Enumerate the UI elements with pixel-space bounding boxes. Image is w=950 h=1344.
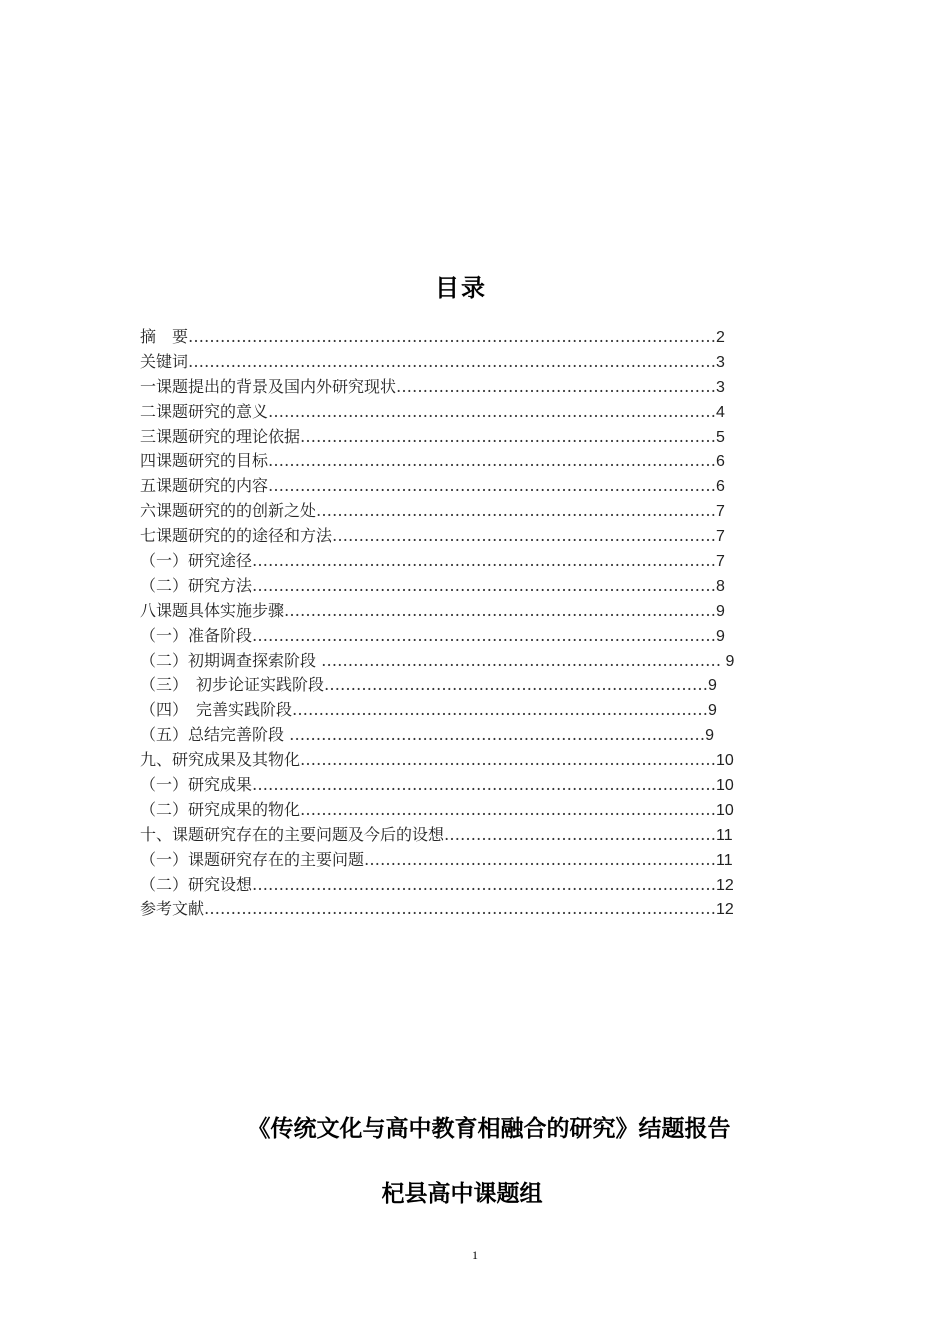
toc-entry-leader: …………………………………………………………………………… (252, 874, 717, 894)
toc-entry-label: （一）研究途径 (140, 551, 253, 571)
toc-entry-leader: ……………………………………………………………………………………… (188, 351, 717, 371)
toc-entry-label: 八课题具体实施步骤 (140, 600, 285, 620)
toc-entry-page: 5 (716, 428, 725, 446)
toc-entry-leader: ………………………………………………………………………… (268, 451, 717, 471)
toc-entry-page: 9 (716, 627, 725, 645)
toc-entry-page: 3 (716, 353, 725, 371)
toc-entry[interactable] (140, 474, 760, 499)
toc-entry-page: 12 (716, 901, 734, 919)
toc-entry-page: 4 (716, 403, 725, 421)
toc-entry[interactable] (140, 574, 760, 599)
toc-entry[interactable] (140, 375, 760, 400)
toc-title: 目录 (435, 274, 487, 302)
toc-entry[interactable] (140, 873, 760, 898)
toc-entry-page: 3 (716, 378, 725, 396)
toc-entry-label: （一）课题研究存在的主要问题 (140, 849, 365, 869)
toc-entry[interactable] (140, 425, 760, 450)
toc-entry-label: 一课题提出的背景及国内外研究现状 (140, 376, 397, 396)
toc-entry[interactable] (140, 624, 760, 649)
toc-entry-leader: …………………………………………………………………… (289, 725, 706, 745)
toc-entry[interactable] (140, 350, 760, 375)
toc-entry-leader: …………………………………………………………………………………… (204, 899, 717, 919)
toc-entry-label: 摘 要 (140, 327, 189, 346)
toc-entry-page: 8 (716, 577, 725, 595)
toc-entry-leader: ………………………………………………………………………… (268, 401, 717, 421)
toc-entry[interactable] (140, 848, 760, 873)
toc-entry-page: 7 (716, 503, 725, 521)
toc-entry-page: 9 (721, 652, 735, 670)
toc-entry-page: 6 (716, 478, 725, 496)
toc-entry-leader: …………………………………………………………………………… (252, 775, 717, 795)
toc-entry[interactable] (140, 499, 760, 524)
toc-entry[interactable] (140, 748, 760, 773)
toc-entry-leader: ………………………………………………………………… (321, 650, 722, 670)
toc-entry-label: 六课题研究的的创新之处 (140, 501, 317, 521)
toc-entry-leader: ……………………………………………………………………… (284, 600, 717, 620)
toc-entry-page: 12 (716, 876, 734, 894)
toc-entry-leader: ………………………………………………………… (364, 849, 717, 869)
toc-entry[interactable] (140, 823, 760, 848)
toc-entry[interactable] (140, 897, 760, 922)
toc-entry[interactable] (140, 773, 760, 798)
toc-entry-label: （二）研究设想 (140, 874, 253, 894)
toc-entry-leader: ……………………………………………………………… (332, 526, 717, 546)
toc-entry-leader: …………………………………………………………………… (300, 799, 717, 819)
toc-entry-leader: …………………………………………………………………… (300, 750, 717, 770)
toc-entry-leader: …………………………………………………… (396, 376, 717, 396)
toc-entry-label: （二）初期调查探索阶段 (140, 650, 322, 670)
toc-entry[interactable] (140, 524, 760, 549)
toc-entry-page: 10 (716, 801, 734, 819)
toc-entry-page: 9 (705, 727, 714, 745)
toc-entry-page: 9 (716, 602, 725, 620)
table-of-contents (140, 325, 760, 922)
toc-entry-page: 9 (708, 677, 717, 695)
toc-entry-label: 九、研究成果及其物化 (140, 750, 301, 770)
toc-entry-page: 6 (716, 453, 725, 471)
toc-entry-leader: …………………………………………………………………………… (252, 575, 717, 595)
toc-entry[interactable] (140, 673, 760, 698)
toc-entry-label: （一）准备阶段 (140, 625, 253, 645)
toc-entry-label: （二）研究方法 (140, 575, 253, 595)
toc-entry[interactable] (140, 325, 760, 350)
toc-entry[interactable] (140, 649, 760, 674)
toc-entry-page: 10 (716, 752, 734, 770)
toc-entry-page: 7 (716, 528, 725, 546)
toc-entry[interactable] (140, 599, 760, 624)
toc-entry-label: 参考文献 (140, 899, 205, 919)
toc-entry-leader: …………………………………………………………………………… (252, 551, 717, 571)
toc-entry[interactable] (140, 723, 760, 748)
toc-entry-leader: …………………………………………… (444, 824, 717, 844)
toc-entry-page: 11 (716, 851, 733, 869)
toc-entry-leader: …………………………………………………………………………… (252, 625, 717, 645)
toc-entry-label: （四） 完善实践阶段 (140, 700, 293, 720)
toc-entry-label: （二）研究成果的物化 (140, 799, 301, 819)
toc-entry[interactable] (140, 449, 760, 474)
toc-entry-leader: …………………………………………………………………… (292, 700, 709, 720)
toc-entry[interactable] (140, 400, 760, 425)
toc-entry-page: 10 (716, 777, 734, 795)
toc-entry-page: 11 (716, 826, 733, 844)
toc-entry[interactable] (140, 549, 760, 574)
toc-entry-page: 7 (716, 553, 725, 571)
toc-entry[interactable] (140, 698, 760, 723)
toc-entry-leader: ……………………………………………………………………………………… (188, 327, 717, 346)
toc-entry-label: （一）研究成果 (140, 775, 253, 795)
toc-entry-label: （三） 初步论证实践阶段 (140, 675, 325, 695)
toc-entry-label: 四课题研究的目标 (140, 451, 269, 471)
page-number: 1 (472, 1248, 478, 1262)
report-title: 《传统文化与高中教育相融合的研究》结题报告 (247, 1115, 731, 1142)
toc-entry-leader: ………………………………………………………………………… (268, 476, 717, 496)
toc-entry-leader: …………………………………………………………………… (300, 426, 717, 446)
toc-entry-label: 七课题研究的的途径和方法 (140, 526, 333, 546)
toc-entry-label: 关键词 (140, 351, 189, 371)
toc-entry-page: 2 (716, 329, 725, 346)
toc-entry-page: 9 (708, 702, 717, 720)
toc-entry[interactable] (140, 798, 760, 823)
toc-entry-leader: ……………………………………………………………… (324, 675, 709, 695)
toc-entry-label: 五课题研究的内容 (140, 476, 269, 496)
toc-entry-leader: ………………………………………………………………… (316, 501, 717, 521)
toc-entry-label: 三课题研究的理论依据 (140, 426, 301, 446)
toc-entry-label: 十、课题研究存在的主要问题及今后的设想 (140, 824, 445, 844)
toc-entry-label: （五）总结完善阶段 (140, 725, 290, 745)
report-author: 杞县高中课题组 (381, 1180, 543, 1207)
toc-entry-label: 二课题研究的意义 (140, 401, 269, 421)
